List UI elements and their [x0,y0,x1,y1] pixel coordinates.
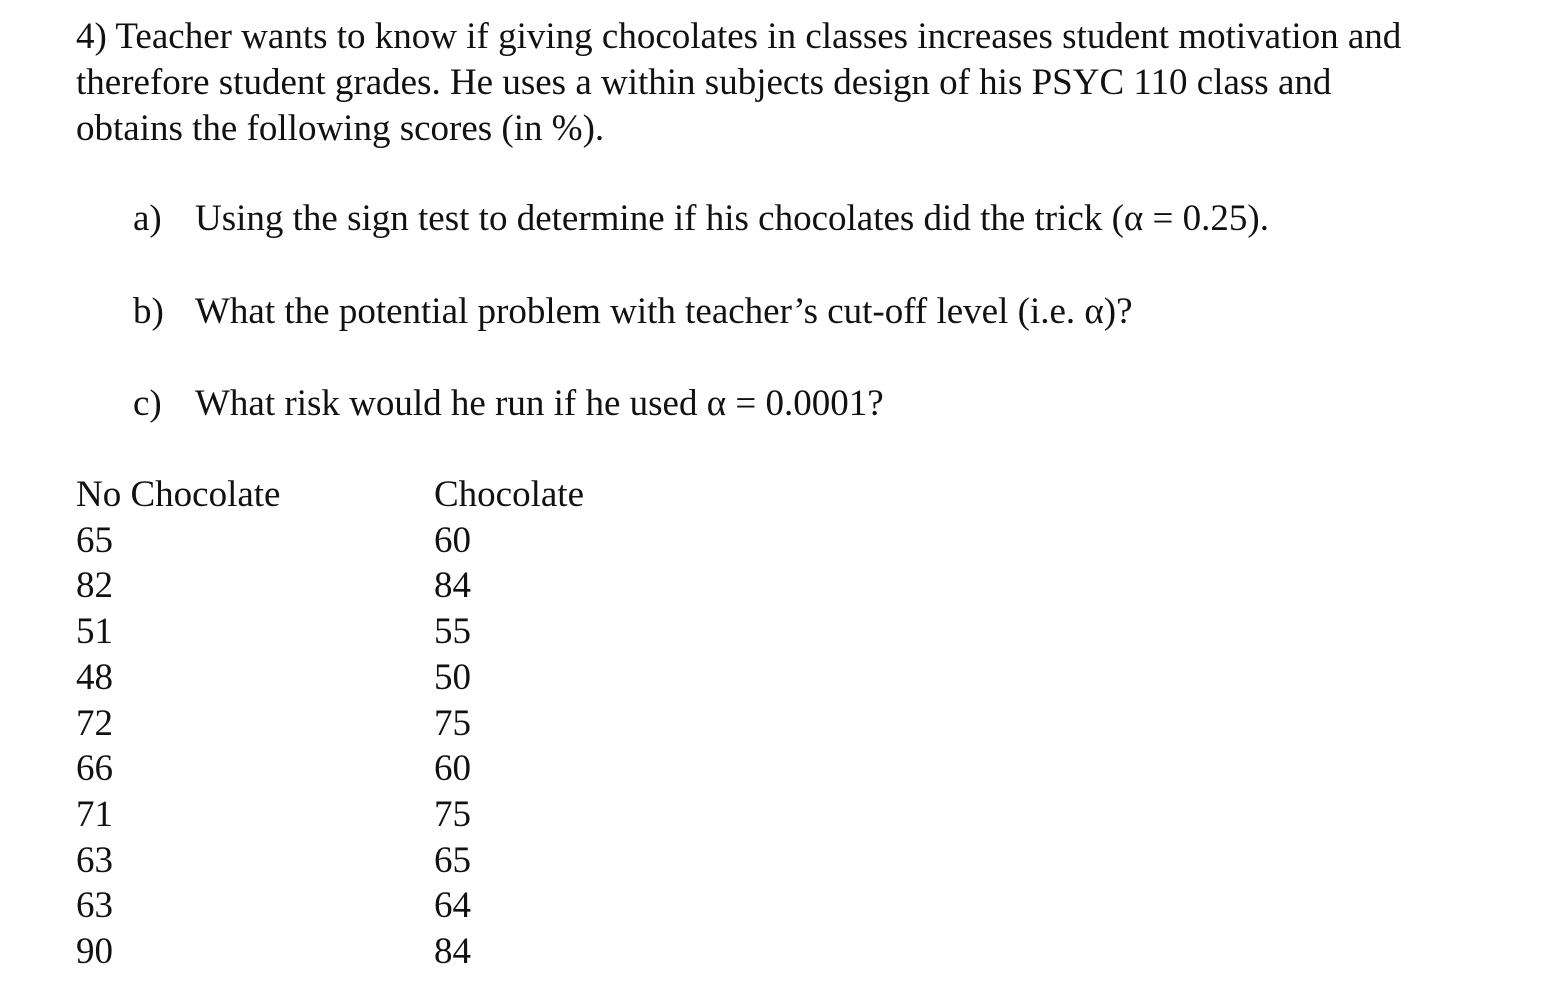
score-cell: 50 [434,656,471,698]
score-cell: 51 [76,611,113,653]
column-header: Chocolate [434,474,585,515]
score-cell: 55 [434,611,471,653]
chocolate-column [434,472,694,975]
question-text: Using the sign test to determine if his chocolates did the trick (α = 0.25). [195,198,1269,239]
no-chocolate-column [76,472,376,975]
question-letter: c) [133,383,162,424]
score-cell: 72 [76,702,113,744]
score-cell: 64 [434,885,471,927]
score-cell: 66 [76,748,113,790]
score-cell: 90 [76,931,113,973]
score-cell: 60 [434,748,471,790]
problem-line: therefore student grades. He uses a within subjects design of his PSYC 110 class and [76,62,1332,103]
score-cell: 63 [76,885,113,927]
score-cell: 60 [434,519,471,561]
question-b [133,289,1133,335]
question-c [133,381,884,427]
score-cell: 75 [434,793,471,835]
problem-line: obtains the following scores (in %). [76,108,605,149]
question-text: What the potential problem with teacher’s cut-off level (i.e. α)? [195,291,1133,332]
score-cell: 82 [76,565,113,607]
score-cell: 71 [76,793,113,835]
question-letter: a) [133,198,162,239]
score-cell: 84 [434,931,471,973]
question-text: What risk would he run if he used α = 0.0001? [195,383,884,424]
score-cell: 63 [76,839,113,881]
score-cell: 65 [76,519,113,561]
problem-line: 4) Teacher wants to know if giving chocolates in classes increases student motivation and [76,16,1402,57]
score-cell: 84 [434,565,471,607]
score-cell: 65 [434,839,471,881]
score-cell: 75 [434,702,471,744]
question-letter: b) [133,291,164,332]
column-header: No Chocolate [76,474,281,515]
problem-statement [76,14,1516,152]
score-cell: 48 [76,656,113,698]
question-a [133,196,1269,242]
